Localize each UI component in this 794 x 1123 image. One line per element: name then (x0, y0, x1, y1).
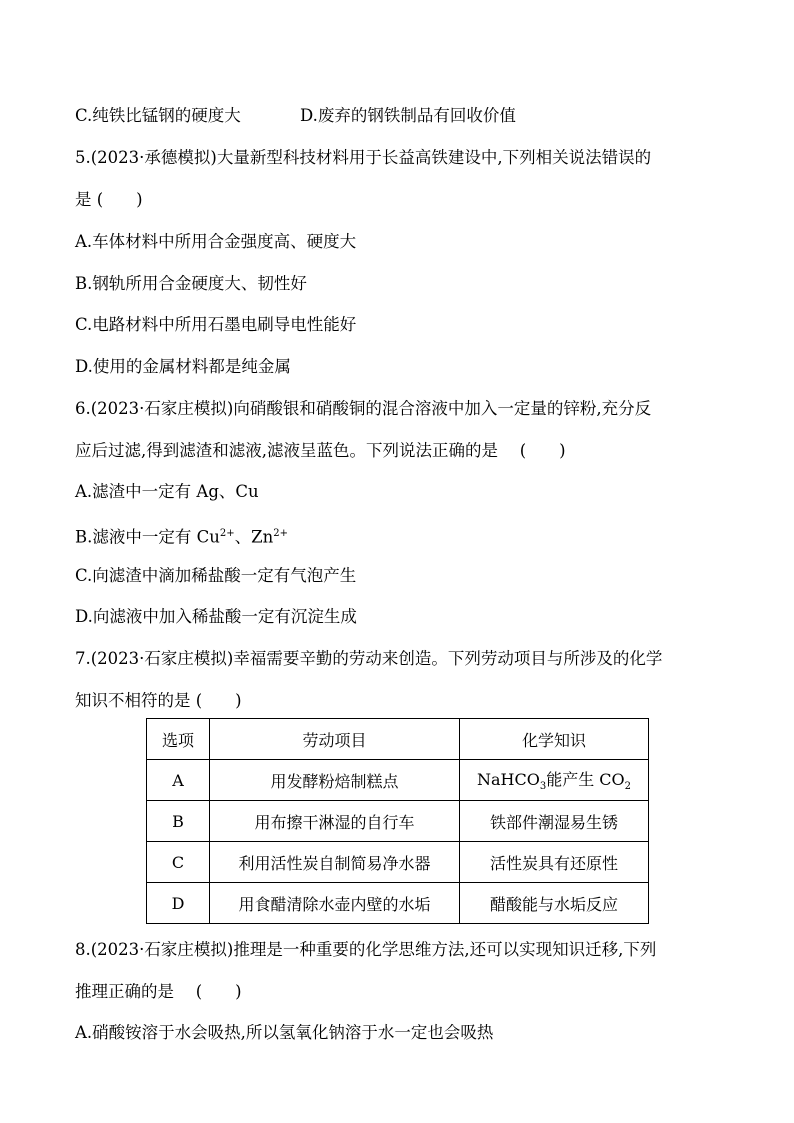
row-d-knowledge: 醋酸能与水垢反应 (460, 883, 649, 924)
row-b-task: 用布擦干淋湿的自行车 (210, 801, 460, 842)
q8-option-a: A.硝酸铵溶于水会吸热,所以氢氧化钠溶于水一定也会吸热 (75, 1023, 494, 1042)
row-c-option: C (147, 842, 210, 883)
row-b-option: B (147, 801, 210, 842)
row-c-knowledge: 活性炭具有还原性 (460, 842, 649, 883)
q6-option-d: D.向滤液中加入稀盐酸一定有沉淀生成 (75, 607, 357, 626)
row-b-knowledge: 铁部件潮湿易生锈 (460, 801, 649, 842)
q6-option-b-prefix: B.滤液中一定有 Cu (75, 527, 220, 547)
option-c-text: C.纯铁比锰钢的硬度大 (75, 106, 241, 125)
q5-stem-line2: 是 ( ) (75, 190, 143, 209)
row-a-option: A (147, 760, 210, 801)
table-row (147, 801, 649, 842)
row-d-task: 用食醋清除水壶内壁的水垢 (210, 883, 460, 924)
q6-option-b-sup2: 2+ (273, 528, 288, 539)
q8-stem-line1: 8.(2023·石家庄模拟)推理是一种重要的化学思维方法,还可以实现知识迁移,下列 (75, 940, 657, 959)
q7-table (146, 718, 649, 924)
row-a-knowledge-mid: 能产生 CO (546, 770, 625, 790)
q6-option-c: C.向滤渣中滴加稀盐酸一定有气泡产生 (75, 566, 357, 585)
q8-stem-line2: 推理正确的是 ( ) (75, 982, 242, 1001)
q5-option-c: C.电路材料中所用石墨电刷导电性能好 (75, 315, 357, 334)
header-option: 选项 (147, 719, 210, 760)
row-c-task: 利用活性炭自制简易净水器 (210, 842, 460, 883)
header-knowledge: 化学知识 (460, 719, 649, 760)
table-row (147, 883, 649, 924)
q6-option-b (75, 523, 288, 549)
row-a-knowledge (460, 760, 649, 801)
table-row (147, 842, 649, 883)
row-a-knowledge-pre: NaHCO (476, 770, 540, 790)
row-a-task: 用发酵粉焙制糕点 (210, 760, 460, 801)
q5-stem-line1: 5.(2023·承德模拟)大量新型科技材料用于长益高铁建设中,下列相关说法错误的 (75, 148, 652, 167)
header-task: 劳动项目 (210, 719, 460, 760)
q6-option-a: A.滤渣中一定有 Ag、Cu (75, 482, 259, 501)
q6-stem-line2: 应后过滤,得到滤渣和滤液,滤液呈蓝色。下列说法正确的是 ( ) (75, 441, 566, 460)
q6-stem-line1: 6.(2023·石家庄模拟)向硝酸银和硝酸铜的混合溶液中加入一定量的锌粉,充分反 (75, 399, 652, 418)
q5-option-d: D.使用的金属材料都是纯金属 (75, 357, 291, 376)
q5-option-a: A.车体材料中所用合金强度高、硬度大 (75, 232, 357, 251)
q6-option-b-mid: 、Zn (234, 527, 274, 547)
q6-option-b-sup1: 2+ (219, 528, 235, 539)
row-a-knowledge-sub1: 3 (539, 781, 547, 793)
table-row (147, 760, 649, 801)
option-d-text: D.废弃的钢铁制品有回收价值 (300, 106, 516, 125)
row-d-option: D (147, 883, 210, 924)
row-a-knowledge-sub2: 2 (624, 781, 632, 793)
table-header-row (147, 719, 649, 760)
q7-stem-line2: 知识不相符的是 ( ) (75, 691, 242, 710)
q5-option-b: B.钢轨所用合金硬度大、韧性好 (75, 274, 307, 293)
q7-stem-line1: 7.(2023·石家庄模拟)幸福需要辛勤的劳动来创造。下列劳动项目与所涉及的化学 (75, 649, 663, 668)
